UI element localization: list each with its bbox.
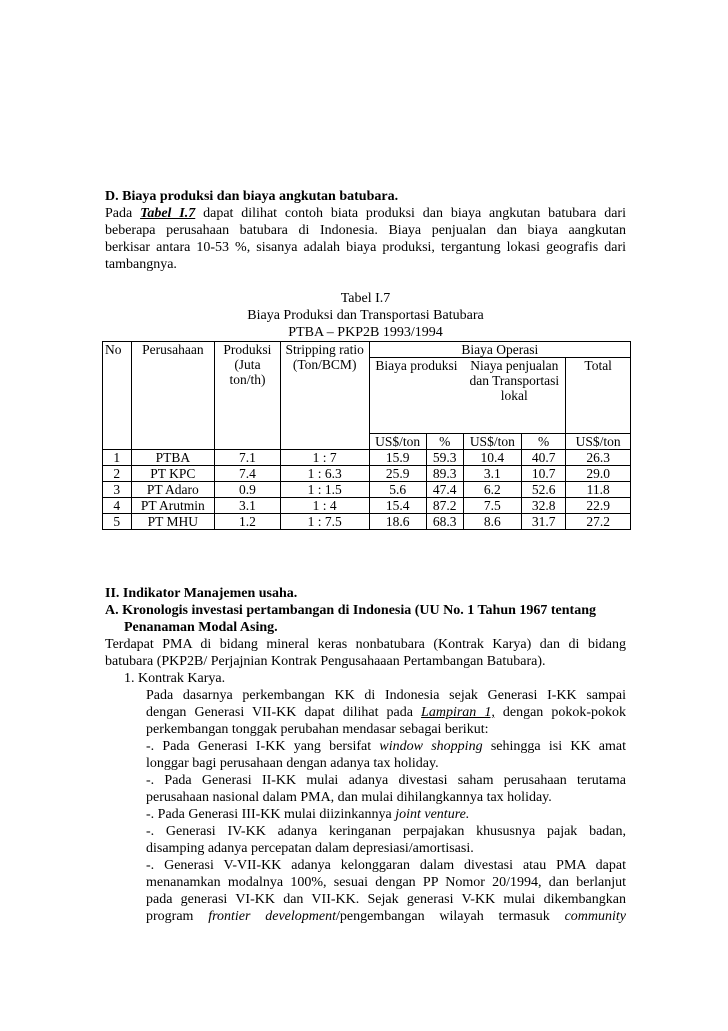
list-item: -. Pada Generasi I-KK yang bersifat window shopping sehingga isi KK amat <box>146 739 627 754</box>
cell-bt-pct: 40.7 <box>521 450 565 466</box>
table-caption: PTBA – PKP2B 1993/1994 <box>288 325 443 340</box>
header-produksi: Produksi (Juta ton/th) <box>215 342 281 434</box>
paragraph-line: perkembangan tonggak perubahan mendasar sebagai berikut: <box>146 722 489 737</box>
cell-bp-usd: 18.6 <box>369 514 426 530</box>
cost-table <box>102 341 631 530</box>
header-no: No <box>103 342 132 358</box>
header-niaya-penjualan: Niaya penjualan dan Transportasi lokal <box>463 358 566 434</box>
subsection-a-heading: Penanaman Modal Asing. <box>124 620 278 635</box>
paragraph-line: Pada dasarnya perkembangan KK di Indonesia sejak Generasi I-KK sampai <box>146 688 626 703</box>
cell-bp-pct: 47.4 <box>426 482 463 498</box>
list-item: -. Generasi IV-KK adanya keringanan perpajakan khususnya pajak badan, <box>146 824 626 839</box>
cell-perusahaan: PT Arutmin <box>131 498 215 514</box>
cell-no: 2 <box>103 466 132 482</box>
list-item: menanamkan modalnya 100%, sesuai dengan PP Nomor 20/1994, dan berlanjut <box>146 875 626 890</box>
cell-bt-usd: 8.6 <box>463 514 521 530</box>
cell-stripping: 1 : 7.5 <box>280 514 369 530</box>
cell-bp-usd: 25.9 <box>369 466 426 482</box>
cell-bp-pct: 89.3 <box>426 466 463 482</box>
list-item: -. Pada Generasi III-KK mulai diizinkannya joint venture. <box>146 807 470 822</box>
cell-produksi: 3.1 <box>215 498 281 514</box>
unit-cell: % <box>521 434 565 450</box>
cell-perusahaan: PT MHU <box>131 514 215 530</box>
section-d-heading: D. Biaya produksi dan biaya angkutan batubara. <box>105 189 399 204</box>
cell-no: 4 <box>103 498 132 514</box>
table-row <box>103 498 631 514</box>
cell-no: 1 <box>103 450 132 466</box>
table-row <box>103 450 631 466</box>
cell-bt-usd: 6.2 <box>463 482 521 498</box>
cell-produksi: 7.4 <box>215 466 281 482</box>
cell-total: 22.9 <box>566 498 631 514</box>
cell-bt-usd: 7.5 <box>463 498 521 514</box>
table-reference-link[interactable]: Tabel I.7 <box>140 206 196 221</box>
cell-bt-usd: 10.4 <box>463 450 521 466</box>
cell-bt-pct: 32.8 <box>521 498 565 514</box>
header-stripping: Stripping ratio (Ton/BCM) <box>280 342 369 434</box>
cell-produksi: 7.1 <box>215 450 281 466</box>
paragraph-line: batubara (PKP2B/ Perjajnian Kontrak Pengusahaaan Pertambangan Batubara). <box>105 654 546 669</box>
unit-cell: US$/ton <box>566 434 631 450</box>
cell-stripping: 1 : 4 <box>280 498 369 514</box>
cell-bt-pct: 31.7 <box>521 514 565 530</box>
paragraph-line: tambangnya. <box>105 257 177 272</box>
cell-produksi: 1.2 <box>215 514 281 530</box>
cell-bt-pct: 52.6 <box>521 482 565 498</box>
list-item: -. Pada Generasi II-KK mulai adanya divestasi saham perusahaan terutama <box>146 773 626 788</box>
cell-perusahaan: PTBA <box>131 450 215 466</box>
list-item: pada generasi VI-KK dan VII-KK. Sejak generasi V-KK mulai dikembangkan <box>146 892 626 907</box>
header-biaya-produksi: Biaya produksi <box>369 358 463 434</box>
header-biaya-operasi: Biaya Operasi <box>369 342 630 358</box>
list-item: program frontier development/pengembangan wilayah termasuk community <box>146 909 626 924</box>
unit-cell: US$/ton <box>369 434 426 450</box>
cell-bp-pct: 68.3 <box>426 514 463 530</box>
table-header-row <box>103 342 631 358</box>
cell-produksi: 0.9 <box>215 482 281 498</box>
cell-bt-pct: 10.7 <box>521 466 565 482</box>
section-ii-heading: II. Indikator Manajemen usaha. <box>105 586 298 601</box>
unit-cell: US$/ton <box>463 434 521 450</box>
cell-stripping: 1 : 1.5 <box>280 482 369 498</box>
table-row <box>103 482 631 498</box>
paragraph-line: berkisar antara 10-53 %, sisanya adalah biaya produksi, tergantung lokasi geografis dari <box>105 240 626 255</box>
table-caption: Biaya Produksi dan Transportasi Batubara <box>247 308 484 323</box>
cell-bp-pct: 87.2 <box>426 498 463 514</box>
list-item: disamping adanya percepatan dalam depresiasi/amortisasi. <box>146 841 474 856</box>
table-row <box>103 466 631 482</box>
cell-total: 29.0 <box>566 466 631 482</box>
cell-stripping: 1 : 7 <box>280 450 369 466</box>
cell-total: 27.2 <box>566 514 631 530</box>
list-item-heading: 1. Kontrak Karya. <box>124 671 226 686</box>
cell-total: 26.3 <box>566 450 631 466</box>
list-item: perusahaan nasional dalam PMA, dan mulai dihilangkannya tax holiday. <box>146 790 552 805</box>
cell-bp-usd: 5.6 <box>369 482 426 498</box>
table-row <box>103 514 631 530</box>
appendix-reference-link[interactable]: Lampiran 1, <box>421 705 495 720</box>
cell-no: 3 <box>103 482 132 498</box>
header-perusahaan: Perusahaan <box>131 342 215 358</box>
cell-no: 5 <box>103 514 132 530</box>
paragraph-line: beberapa perusahaan batubara di Indonesia. Biaya penjualan dan biaya aangkutan <box>105 223 626 238</box>
cell-perusahaan: PT KPC <box>131 466 215 482</box>
cell-bt-usd: 3.1 <box>463 466 521 482</box>
cell-bp-usd: 15.9 <box>369 450 426 466</box>
paragraph-line: Pada Tabel I.7 dapat dilihat contoh biata produksi dan biaya angkutan batubara dari <box>105 206 626 221</box>
cell-total: 11.8 <box>566 482 631 498</box>
cell-bp-usd: 15.4 <box>369 498 426 514</box>
table-unit-row <box>103 434 631 450</box>
subsection-a-heading: A. Kronologis investasi pertambangan di Indonesia (UU No. 1 Tahun 1967 tentang <box>105 603 597 618</box>
list-item: longgar bagi perusahaan dengan adanya tax holiday. <box>146 756 439 771</box>
paragraph-line: dengan Generasi VII-KK dapat dilihat pada Lampiran 1, dengan pokok-pokok <box>146 705 627 720</box>
cell-stripping: 1 : 6.3 <box>280 466 369 482</box>
cell-perusahaan: PT Adaro <box>131 482 215 498</box>
unit-cell: % <box>426 434 463 450</box>
table-caption: Tabel I.7 <box>340 291 391 306</box>
paragraph-line: Terdapat PMA di bidang mineral keras nonbatubara (Kontrak Karya) dan di bidang <box>105 637 626 652</box>
list-item: -. Generasi V-VII-KK adanya kelonggaran dalam divestasi atau PMA dapat <box>146 858 626 873</box>
cell-bp-pct: 59.3 <box>426 450 463 466</box>
header-total: Total <box>566 358 631 434</box>
